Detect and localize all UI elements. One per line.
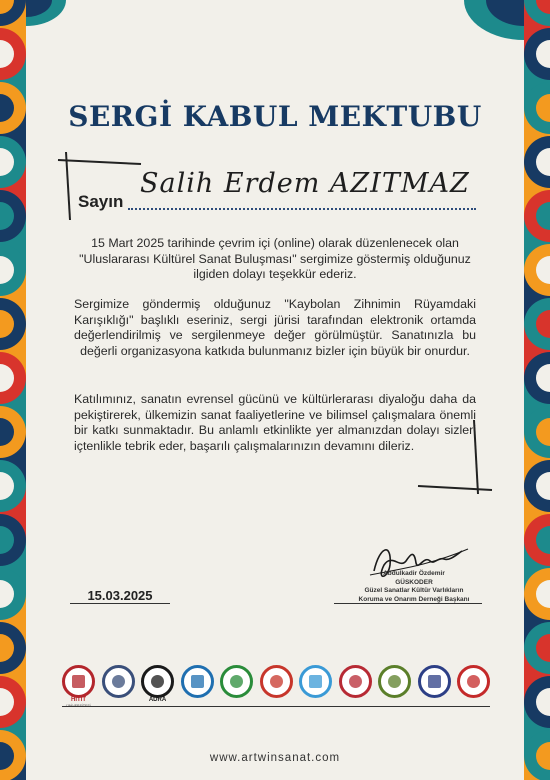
paragraph-1: 15 Mart 2025 tarihinde çevrim içi (online) olarak düzenlenecek olan "Uluslararası Kültürel Sanat Buluşması" sergimize göstermiş olduğunuz ilgiden dolayı teşekkür ederiz. <box>79 236 471 281</box>
salutation-label: Sayın <box>78 192 124 211</box>
university-seal-logo <box>102 665 135 698</box>
signatory-block <box>344 570 484 604</box>
signatory-role-line2: Koruma ve Onarım Derneği Başkanı <box>358 595 470 603</box>
paragraph-3: Katılımınız, sanatın evrensel gücünü ve kültürlerarası diyaloğu daha da pekiştirerek, ülkemizin sanat faaliyetlerine ve bilimsel çalışmalara önemli bir katkı sunmaktadır. Bu anlamlı etkinlikte yer almanızdan dolayı sizleri içtenlikle tebrik eder, başarılı çalışmalarınızın devamını dileriz. <box>74 392 476 453</box>
red-circle-logo <box>339 665 372 698</box>
salutation-ornament <box>56 150 146 230</box>
green-arc-logo <box>220 665 253 698</box>
closing-ornament <box>414 418 494 498</box>
logo-inner-mark <box>388 675 401 688</box>
blue-red-emblem-logo <box>418 665 451 698</box>
issue-date: 15.03.2025 <box>87 588 153 603</box>
logo-label: HİTİT <box>71 696 86 703</box>
red-ring-logo <box>260 665 293 698</box>
logo-inner-mark <box>270 675 283 688</box>
logo-inner-mark <box>230 675 243 688</box>
logo-inner-mark <box>191 675 204 688</box>
laurel-logo <box>378 665 411 698</box>
signatory-name: Abdulkadir Özdemir <box>383 570 445 577</box>
logo-inner-mark <box>349 675 362 688</box>
logo-inner-mark <box>467 675 480 688</box>
website-url: www.artwinsanat.com <box>209 752 341 764</box>
top-right-corner-decoration <box>464 0 524 40</box>
logo-sublabel: ÜNİVERSİTESİ <box>66 703 91 708</box>
logo-inner-mark <box>72 675 85 688</box>
logo-label: ADRA <box>148 696 167 703</box>
university-emblem-logo <box>181 665 214 698</box>
logos-divider <box>62 706 490 707</box>
colored-ring-logo <box>299 665 332 698</box>
logo-inner-mark <box>112 675 125 688</box>
red-emblem-logo <box>457 665 490 698</box>
signature-underline <box>334 603 482 604</box>
logo-inner-mark <box>428 675 441 688</box>
document-title: SERGİ KABUL MEKTUBU <box>68 100 482 133</box>
partner-logos <box>62 662 490 708</box>
top-left-corner-decoration <box>26 0 66 26</box>
signatory-role-line1: Güzel Sanatlar Kültür Varlıkların <box>364 587 464 594</box>
recipient-dotted-line <box>128 208 476 210</box>
signatory-org: GÜSKODER <box>395 578 433 586</box>
adra-logo <box>141 665 174 703</box>
logo-inner-mark <box>151 675 164 688</box>
hitit-university-logo <box>62 665 95 708</box>
logo-inner-mark <box>309 675 322 688</box>
paragraph-2: Sergimize göndermiş olduğunuz "Kaybolan Zihnimin Rüyamdaki Karışıklığı" başlıklı eseriniz, sergi jürisi tarafından elektronik ortamda değerlendirilmiş ve sergilenmeye değer görülmüştür. Sanatınızla bu değerli organizasyona katkıda bulunmanız bizler için büyük bir onurdur. <box>74 297 476 358</box>
recipient-name: Salih Erdem AZITMAZ <box>140 168 470 199</box>
date-underline <box>70 603 170 604</box>
